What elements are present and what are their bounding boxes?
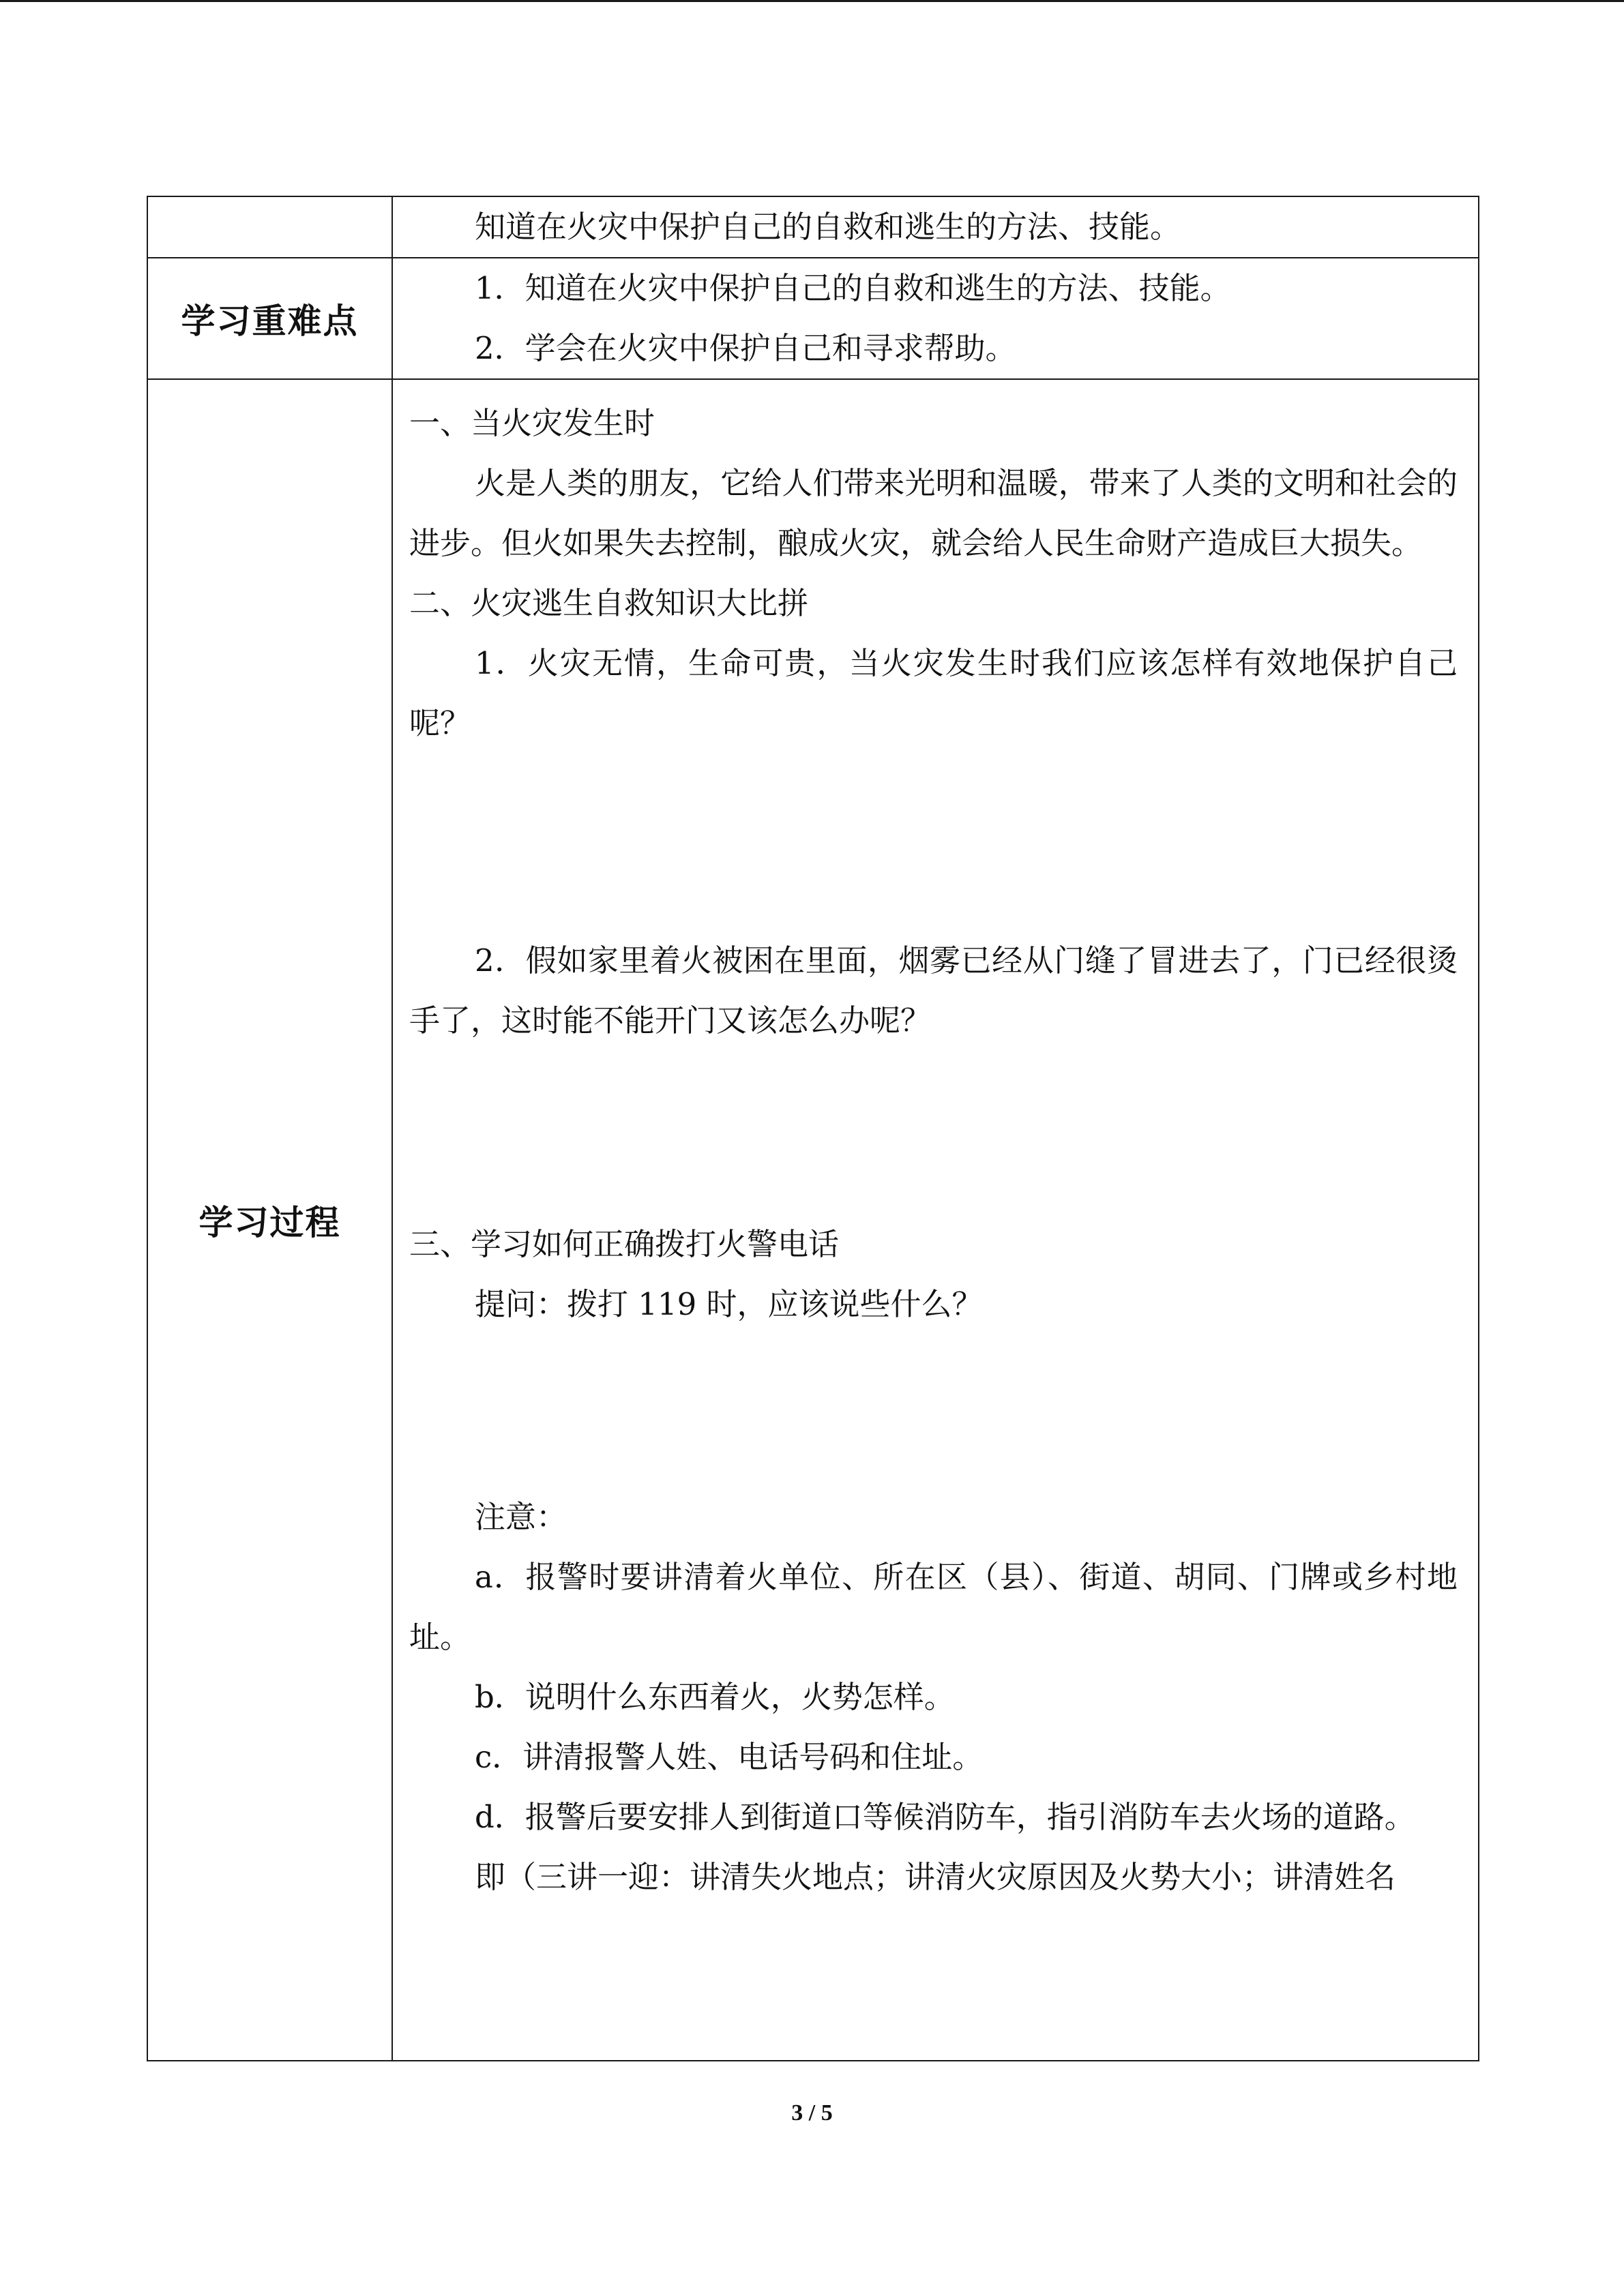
- table-row-key-points: [147, 258, 1479, 379]
- key-point-item-1: 1．知道在火灾中保护自己的自救和逃生的方法、技能。: [475, 270, 1231, 306]
- objective-cell: [392, 196, 1479, 258]
- section3-heading: 三、学习如何正确拨打火警电话: [409, 1226, 840, 1262]
- section1-paragraph: 火是人类的朋友，它给人们带来光明和温暖，带来了人类的文明和社会的进步。但火如果失去控制，酿成火灾，就会给人民生命财产造成巨大损失。: [409, 465, 1458, 561]
- note-item-c: c．讲清报警人姓、电话号码和住址。: [475, 1739, 984, 1775]
- answer-space-2: [409, 1051, 1458, 1214]
- section2-question-2: 2．假如家里着火被困在里面，烟雾已经从门缝了冒进去了，门已经很烫手了，这时能不能开门又该怎么办呢？: [409, 942, 1458, 1039]
- table-row-process: [147, 379, 1479, 2061]
- key-points-cell: [392, 258, 1479, 379]
- section2-question-1: 1．火灾无情，生命可贵，当火灾发生时我们应该怎样有效地保护自己呢？: [409, 645, 1458, 741]
- row-label-process: 学习过程: [147, 379, 392, 2061]
- section1-heading: 一、当火灾发生时: [409, 405, 655, 441]
- row-label-key-points: 学习重难点: [147, 258, 392, 379]
- process-cell: [392, 379, 1479, 2061]
- summary-text: 即（三讲一迎：讲清失火地点；讲清火灾原因及火势大小；讲清姓名: [475, 1859, 1396, 1895]
- note-heading: 注意：: [475, 1499, 567, 1535]
- answer-space-1: [409, 754, 1458, 931]
- note-item-b: b．说明什么东西着火，火势怎样。: [475, 1679, 955, 1715]
- objective-text: 知道在火灾中保护自己的自救和逃生的方法、技能。: [475, 209, 1181, 245]
- section3-question: 提问：拨打 119 时，应该说些什么？: [475, 1286, 983, 1322]
- note-item-d: d．报警后要安排人到街道口等候消防车，指引消防车去火场的道路。: [475, 1799, 1415, 1835]
- section2-heading: 二、火灾逃生自救知识大比拼: [409, 585, 809, 621]
- lesson-plan-table: [147, 196, 1479, 2061]
- key-point-item-2: 2．学会在火灾中保护自己和寻求帮助。: [475, 330, 1016, 366]
- row-label-empty: [147, 196, 392, 258]
- answer-space-3: [409, 1335, 1458, 1487]
- note-item-a: a．报警时要讲清着火单位、所在区（县）、街道、胡同、门牌或乡村地址。: [409, 1559, 1458, 1655]
- table-row-objective: [147, 196, 1479, 258]
- page-number: 3 / 5: [791, 2100, 833, 2126]
